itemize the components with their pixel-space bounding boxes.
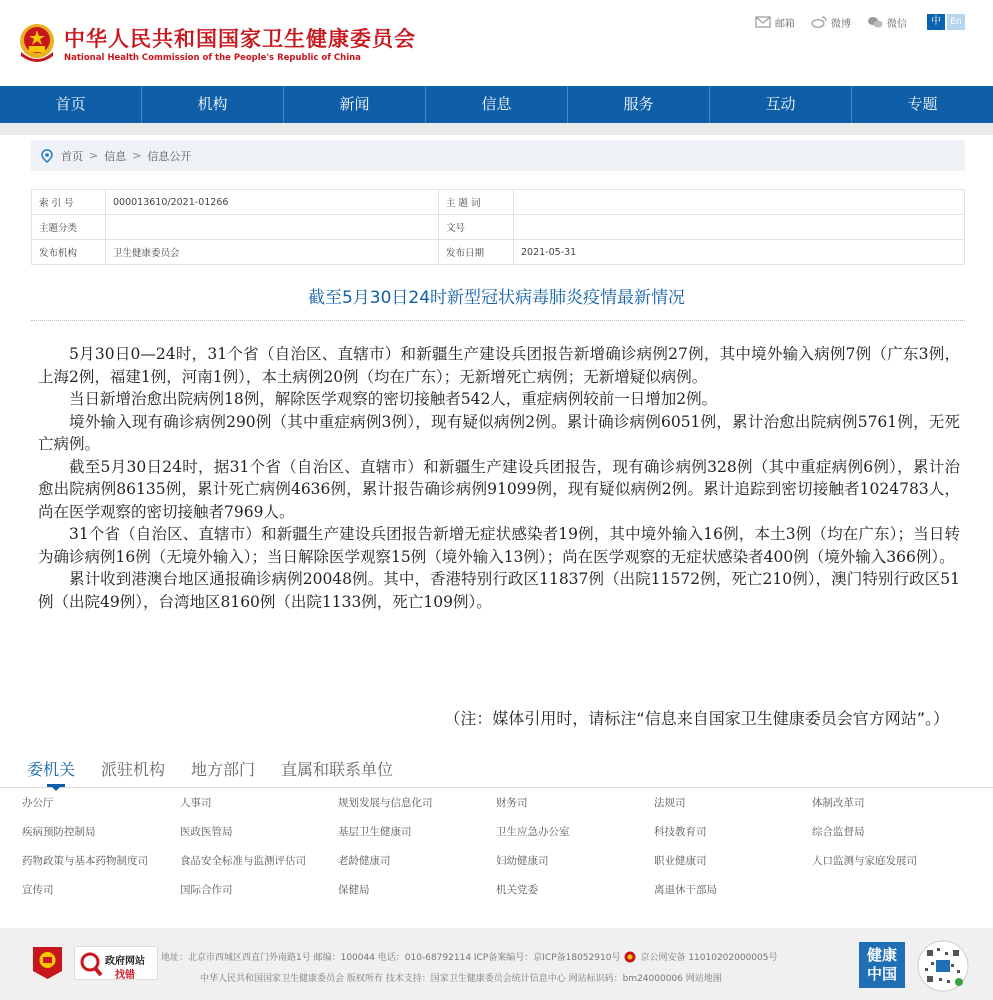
dept-link[interactable]: 疾病预防控制局 [22, 826, 96, 838]
article-title: 截至5月30日24时新型冠状病毒肺炎疫情最新情况 [307, 288, 686, 308]
dept-link[interactable]: 离退休干部局 [654, 884, 717, 896]
meta-value [106, 215, 439, 240]
meta-value [514, 215, 965, 240]
tab-commission-offices[interactable]: 委机关 [27, 760, 76, 779]
article-paragraph: 累计收到港澳台地区通报确诊病例20048例。其中，香港特别行政区11837例（出院11572例，死亡210例），澳门特别行政区51例（出院49例），台湾地区8160例（出院1133例，死亡109例）。 [38, 570, 960, 611]
dept-link[interactable]: 科技教育司 [654, 826, 707, 838]
dept-link[interactable]: 宣传司 [22, 884, 54, 896]
weibo-icon [811, 16, 827, 28]
footer-address: 地址：北京市西城区西直门外南路1号 邮编：100044 电话：010-68792114 ICP备案编号：京ICP备18052910号 [161, 953, 621, 963]
tab-stationed-agencies[interactable]: 派驻机构 [101, 760, 166, 779]
dept-link[interactable]: 职业健康司 [654, 855, 707, 867]
meta-label: 文号 [439, 215, 514, 240]
article-body [38, 343, 960, 613]
tab-local-departments[interactable]: 地方部门 [191, 760, 256, 779]
nav-band [0, 123, 993, 135]
nav-item-news[interactable]: 新闻 [284, 86, 426, 123]
wechat-icon [867, 16, 883, 28]
dept-link[interactable]: 法规司 [654, 797, 686, 809]
dept-link[interactable]: 国际合作司 [180, 884, 233, 896]
nav-item-topics[interactable]: 专题 [907, 95, 938, 113]
citation-note: （注：媒体引用时，请标注“信息来自国家卫生健康委员会官方网站”。） [444, 709, 949, 728]
gov-website-error-report-badge[interactable] [74, 946, 158, 980]
table-row [32, 215, 965, 240]
dept-link[interactable]: 老龄健康司 [338, 855, 391, 867]
meta-value: 2021-05-31 [514, 240, 965, 265]
find-error-label: 找错 [115, 970, 135, 981]
document-meta-table [31, 189, 965, 265]
breadcrumb [31, 140, 965, 171]
department-tabs [27, 757, 419, 780]
dept-link[interactable]: 医政医管局 [180, 826, 233, 838]
site-footer [0, 928, 993, 1000]
table-row [32, 240, 965, 265]
dotted-divider [31, 320, 965, 321]
footer-copyright-line: 中华人民共和国国家卫生健康委员会 版权所有 技术支持：国家卫生健康委员会统计信息中心 网站标识码：bm24000006 网站地图 [200, 974, 722, 984]
dept-link[interactable]: 体制改革司 [812, 797, 865, 809]
national-emblem-icon[interactable] [17, 22, 57, 64]
nav-item-information[interactable]: 信息 [426, 86, 568, 123]
mail-link-label: 邮箱 [775, 18, 795, 30]
breadcrumb-separator: > [89, 149, 99, 162]
nav-item-services[interactable]: 服务 [568, 86, 710, 123]
article-paragraph: 5月30日0—24时，31个省（自治区、直辖市）和新疆生产建设兵团报告新增确诊病例27例，其中境外输入病例7例（广东3例，上海2例，福建1例，河南1例），本土病例20例（均在广东）；无新增死亡病例；无新增疑似病例。 [38, 345, 960, 386]
weibo-link-label: 微博 [831, 18, 851, 30]
dept-link[interactable]: 保健局 [338, 884, 370, 896]
dept-link[interactable]: 卫生应急办公室 [496, 826, 570, 838]
dept-link[interactable]: 综合监督局 [812, 826, 865, 838]
meta-value: 000013610/2021-01266 [106, 190, 439, 215]
tab-affiliated-units[interactable]: 直属和联系单位 [281, 760, 394, 779]
qr-code-icon[interactable] [917, 940, 969, 992]
breadcrumb-separator: > [132, 149, 142, 162]
dept-link[interactable]: 妇幼健康司 [496, 855, 549, 867]
department-links [22, 795, 982, 911]
tab-divider [0, 787, 993, 788]
dept-link[interactable]: 办公厅 [22, 797, 54, 809]
mail-icon [755, 16, 771, 28]
dept-link[interactable]: 财务司 [496, 797, 528, 809]
party-government-badge-icon[interactable] [31, 945, 64, 981]
article-paragraph: 31个省（自治区、直辖市）和新疆生产建设兵团报告新增无症状感染者19例，其中境外输入16例，本土3例（均在广东）；当日转为确诊病例16例（无境外输入）；当日解除医学观察15例（境外输入13例）；尚在医学观察的无症状感染者400例（境外输入366例）。 [38, 525, 960, 566]
meta-label: 发布机构 [32, 240, 106, 265]
article-paragraph: 截至5月30日24时，据31个省（自治区、直辖市）和新疆生产建设兵团报告，现有确诊病例328例（其中重症病例6例），累计治愈出院病例86135例，累计死亡病例4636例，累计报告确诊病例91099例，现有疑似病例2例。累计追踪到密切接触者1024783人，尚在医学观察的密切接触者7969人。 [38, 457, 960, 521]
dept-link[interactable]: 人事司 [180, 797, 212, 809]
mail-link[interactable] [755, 15, 795, 30]
footer-address-line [161, 950, 777, 963]
site-header [0, 0, 993, 86]
nav-item-home[interactable]: 首页 [0, 86, 142, 123]
meta-label: 发布日期 [439, 240, 514, 265]
nav-item-organization[interactable]: 机构 [142, 86, 284, 123]
police-badge-icon [624, 951, 636, 963]
dept-link[interactable]: 规划发展与信息化司 [338, 797, 433, 809]
weibo-link[interactable] [811, 15, 851, 30]
top-links [739, 14, 965, 30]
breadcrumb-information[interactable]: 信息 [104, 149, 127, 163]
breadcrumb-info-disclosure[interactable]: 信息公开 [147, 149, 192, 163]
meta-value: 卫生健康委员会 [106, 240, 439, 265]
wechat-link-label: 微信 [887, 18, 907, 30]
table-row [32, 190, 965, 215]
dept-link[interactable]: 药物政策与基本药物制度司 [22, 855, 148, 867]
lang-en-button[interactable]: En [947, 14, 965, 30]
meta-value [514, 190, 965, 215]
meta-label: 主 题 词 [439, 190, 514, 215]
main-nav [0, 86, 993, 123]
dept-link[interactable]: 人口监测与家庭发展司 [812, 855, 917, 867]
lang-zh-button[interactable]: 中 [927, 14, 945, 30]
active-tab-indicator [47, 784, 65, 787]
health-china-badge-line2: 中国 [866, 965, 897, 983]
health-china-badge-line1: 健康 [866, 946, 897, 964]
magnifier-icon [79, 951, 103, 977]
dept-link[interactable]: 机关党委 [496, 884, 538, 896]
health-china-badge[interactable] [859, 942, 905, 988]
nav-item-interaction[interactable]: 互动 [710, 86, 852, 123]
meta-label: 主题分类 [32, 215, 106, 240]
location-pin-icon [41, 149, 53, 163]
site-subtitle: National Health Commission of the People's Republic of China [64, 53, 361, 63]
breadcrumb-home[interactable]: 首页 [61, 149, 83, 163]
article-paragraph: 境外输入现有确诊病例290例（其中重症病例3例），现有疑似病例2例。累计确诊病例6051例，累计治愈出院病例5761例，无死亡病例。 [38, 412, 960, 453]
article-paragraph: 当日新增治愈出院病例18例，解除医学观察的密切接触者542人，重症病例较前一日增加2例。 [69, 390, 718, 408]
dept-link[interactable]: 基层卫生健康司 [338, 826, 412, 838]
wechat-link[interactable] [867, 15, 907, 30]
site-title[interactable]: 中华人民共和国国家卫生健康委员会 [64, 27, 416, 51]
meta-label: 索 引 号 [32, 190, 106, 215]
gov-website-label: 政府网站 [105, 956, 145, 967]
footer-public-security[interactable]: 京公网安备 11010202000005号 [640, 953, 778, 963]
dept-link[interactable]: 食品安全标准与监测评估司 [180, 855, 306, 867]
